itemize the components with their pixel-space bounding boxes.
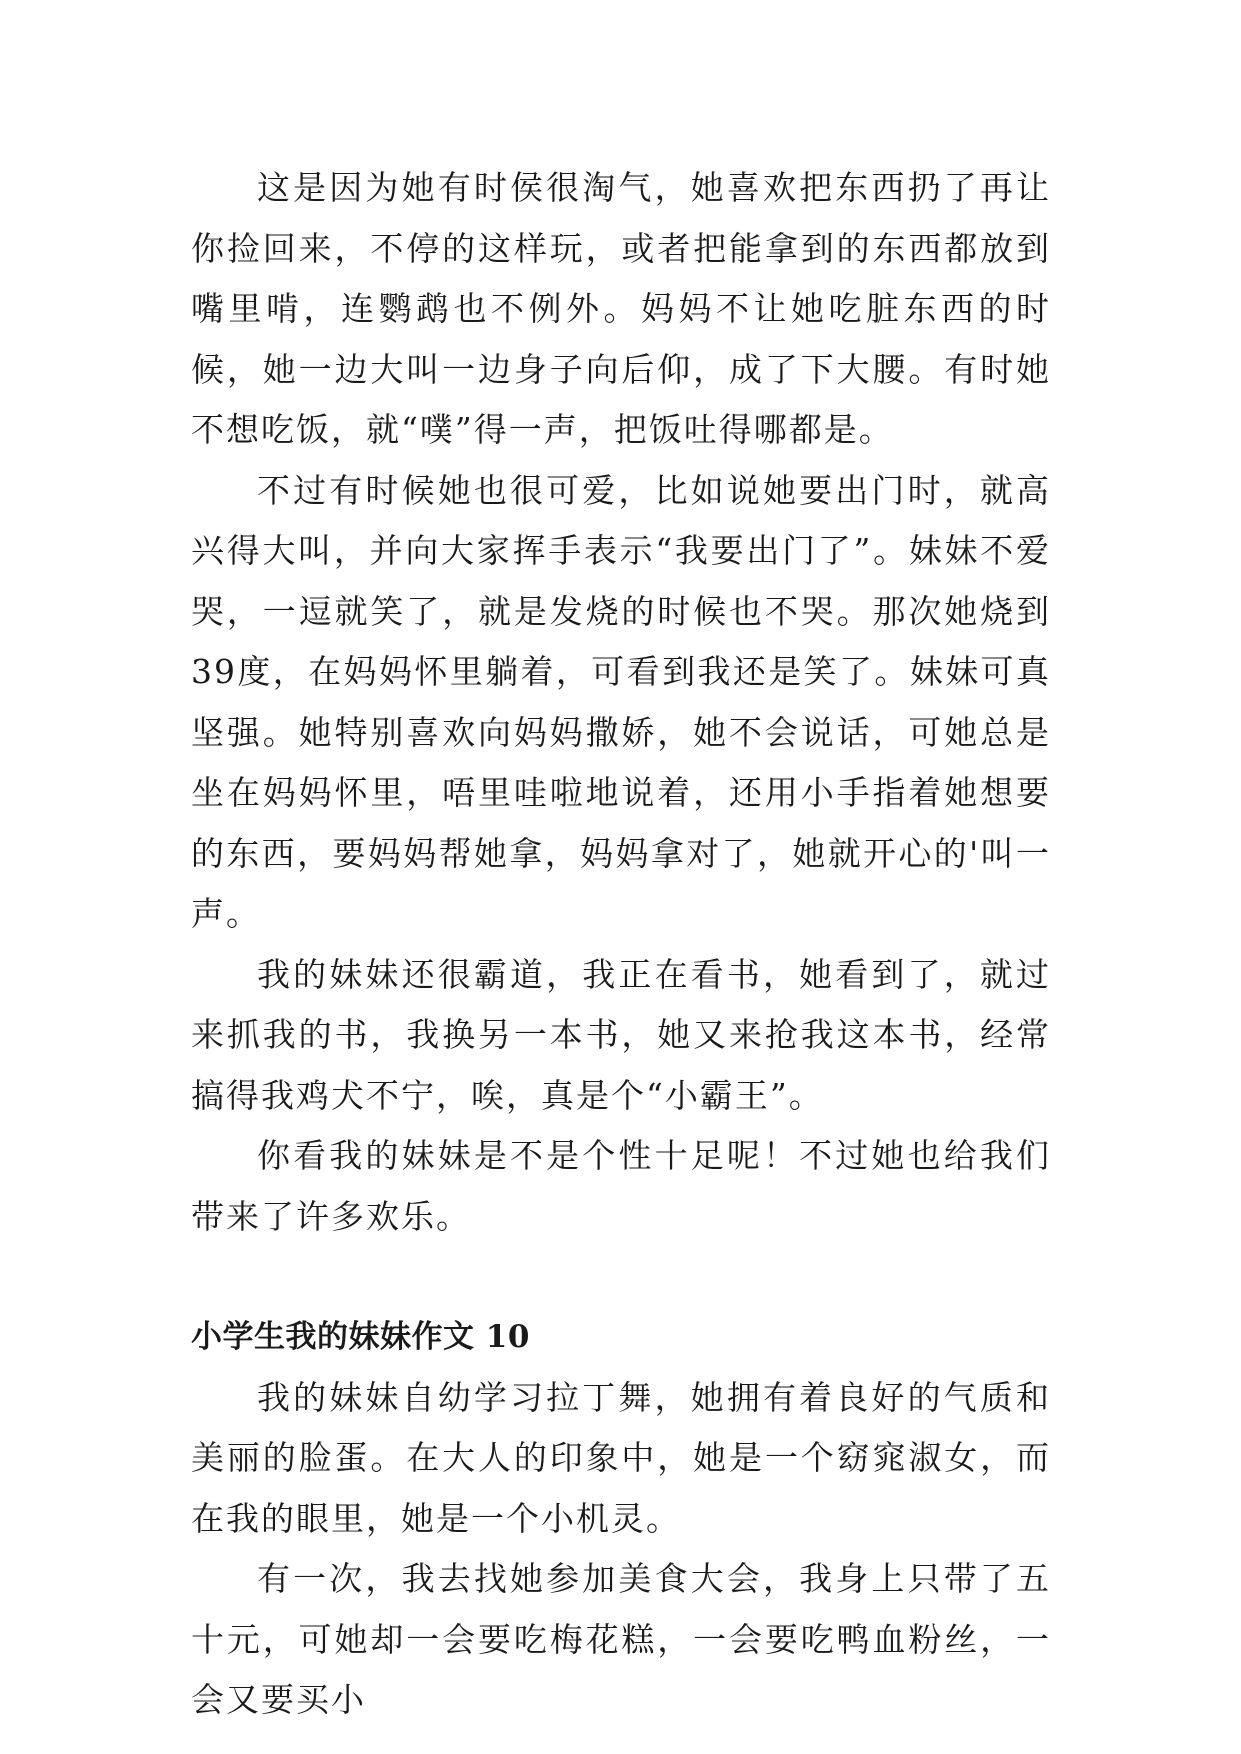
section-title: 小学生我的妹妹作文 10	[191, 1319, 530, 1355]
paragraph: 我的妹妹还很霸道，我正在看书，她看到了，就过来抓我的书，我换另一本书，她又来抢我这本书，经常搞得我鸡犬不宁，唉，真是个“小霸王”。	[191, 954, 1051, 1115]
paragraph: 不过有时候她也很可爱，比如说她要出门时，就高兴得大叫，并向大家挥手表示“我要出门了”。妹妹不爱哭，一逗就笑了，就是发烧的时候也不哭。那次她烧到39度，在妈妈怀里躺着，可看到我还是笑了。妹妹可真坚强。她特别喜欢向妈妈撒娇，她不会说话，可她总是坐在妈妈怀里，唔里哇啦地说着，还用小手指着她想要的东西，要妈妈帮她拿，妈妈拿对了，她就开心的'叫一声。	[191, 470, 1051, 933]
paragraph: 这是因为她有时侯很淘气，她喜欢把东西扔了再让你捡回来，不停的这样玩，或者把能拿到的东西都放到嘴里啃，连鹦鹉也不例外。妈妈不让她吃脏东西的时候，她一边大叫一边身子向后仰，成了下大腰。有时她不想吃饭，就“噗”得一声，把饭吐得哪都是。	[191, 168, 1051, 449]
paragraph: 你看我的妹妹是不是个性十足呢！不过她也给我们带来了许多欢乐。	[191, 1136, 1051, 1236]
paragraph: 我的妹妹自幼学习拉丁舞，她拥有着良好的气质和美丽的脸蛋。在大人的印象中，她是一个窈窕淑女，而在我的眼里，她是一个小机灵。	[191, 1377, 1051, 1538]
paragraph: 有一次，我去找她参加美食大会，我身上只带了五十元，可她却一会要吃梅花糕，一会要吃鸭血粉丝，一会又要买小	[191, 1559, 1051, 1719]
document-page	[191, 158, 1051, 1731]
